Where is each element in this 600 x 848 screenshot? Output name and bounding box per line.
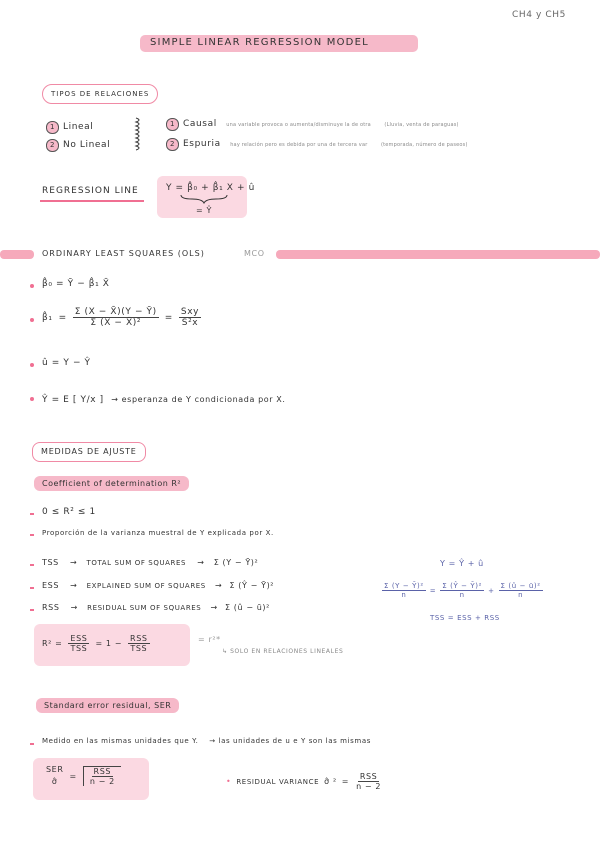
regression-underline: [40, 200, 144, 202]
number-badge: 1: [46, 121, 59, 134]
bullet: [30, 318, 34, 322]
decomp-bottom: TSS = ESS + RSS: [430, 614, 500, 622]
ess-row: ESS → EXPLAINED SUM OF SQUARES → Σ (Ŷ − Ȳ)²: [42, 581, 275, 590]
tipo-note: una variable provoca o aumenta/disminuye la de otra: [226, 122, 371, 128]
ols-uhat: û = Y − Ŷ: [42, 358, 91, 368]
regression-yhat: = Ŷ: [196, 206, 212, 215]
coef-desc: Proporción de la varianza muestral de Y explicada por X.: [42, 529, 274, 537]
tipo-example: (temporada, número de paseos): [380, 142, 468, 148]
tipo-label: No Lineal: [63, 140, 111, 150]
squiggle-divider: [133, 116, 145, 152]
tipos-heading: TIPOS DE RELACIONES: [42, 84, 158, 104]
dash: [30, 513, 34, 515]
tipo-lineal: [46, 121, 93, 134]
tipo-causal: [166, 118, 459, 131]
dash: [30, 609, 34, 611]
ols-yhat: Ŷ = E [ Y/x ] → esperanza de Y condicionada por X.: [42, 395, 286, 405]
regression-equation: Y = β̂₀ + β̂₁ X + û: [166, 183, 255, 193]
medidas-heading: MEDIDAS DE AJUSTE: [32, 442, 146, 462]
ols-band-left: [0, 250, 34, 259]
r2-aside: = r²*: [198, 635, 221, 644]
dash: [30, 534, 34, 536]
coef-label: Coefficient of determination R²: [34, 476, 189, 491]
bullet: [30, 284, 34, 288]
ols-beta0: β̂₀ = Ȳ − β̂₁ X̄: [42, 279, 110, 289]
bullet: [30, 397, 34, 401]
rss-row: RSS → RESIDUAL SUM OF SQUARES → Σ (û − ū)²: [42, 603, 270, 612]
ser-label: Standard error residual, SER: [36, 698, 179, 713]
regression-label: REGRESSION LINE: [42, 186, 139, 196]
ser-desc: Medido en las mismas unidades que Y. → las unidades de u e Y son las mismas: [42, 737, 371, 745]
ols-alt: MCO: [244, 249, 265, 258]
tipo-note: hay relación pero es debida por una de tercera var: [230, 142, 368, 148]
decomp-top: Y = Ŷ + û: [440, 559, 484, 568]
page-title: SIMPLE LINEAR REGRESSION MODEL: [150, 37, 369, 48]
tipo-espuria: [166, 138, 468, 151]
ols-heading: ORDINARY LEAST SQUARES (OLS): [42, 249, 205, 258]
decomp-equation: $\frac{\text{Σ (Y − Ȳ)²}}{n}$ = $\frac{\text{Σ (Ŷ − Ȳ)²}}{n}$ + $\frac{\text{Σ (û − ū)²}}{n}$: [384, 582, 541, 599]
brace-icon: [180, 194, 228, 204]
dash: [30, 587, 34, 589]
r2-note: ↳ SOLO EN RELACIONES LINEALES: [222, 648, 344, 655]
number-badge: 2: [166, 138, 179, 151]
sqrt-symbol: $\frac{\text{RSS}}{n - 2}$: [83, 766, 121, 786]
dash: [30, 564, 34, 566]
dash: [30, 743, 34, 745]
r2-formula: R² = $\frac{\text{ESS}}{\text{TSS}}$ = 1 − $\frac{\text{RSS}}{\text{TSS}}$: [42, 634, 148, 653]
residual-variance: • RESIDUAL VARIANCE σ̂ ² = $\frac{\text{RSS}}{n - 2}$: [226, 772, 382, 791]
tipo-example: (Lluvia, venta de paraguas): [384, 122, 459, 128]
chapter-tag: CH4 y CH5: [512, 10, 567, 20]
number-badge: 2: [46, 139, 59, 152]
number-badge: 1: [166, 118, 179, 131]
coef-range: 0 ≤ R² ≤ 1: [42, 507, 96, 517]
bullet: [30, 363, 34, 367]
tss-row: TSS → TOTAL SUM OF SQUARES → Σ (Y − Ȳ)²: [42, 558, 259, 567]
tipo-label: Lineal: [63, 122, 94, 132]
tipo-no-lineal: [46, 139, 110, 152]
ols-band-right: [276, 250, 600, 259]
ser-formula: SER σ̂ = $\frac{\text{RSS}}{n - 2}$: [46, 764, 121, 788]
tipo-label: Espuria: [183, 139, 221, 149]
ols-beta1: β̂₁ = $\frac{\Sigma (X - X̄)(Y - Ȳ)}{\text{Σ (X − X̄)²}}$ = $\frac{\text{Sxy}}{\text{S²x}}$: [42, 307, 200, 328]
tipo-label: Causal: [183, 119, 217, 129]
